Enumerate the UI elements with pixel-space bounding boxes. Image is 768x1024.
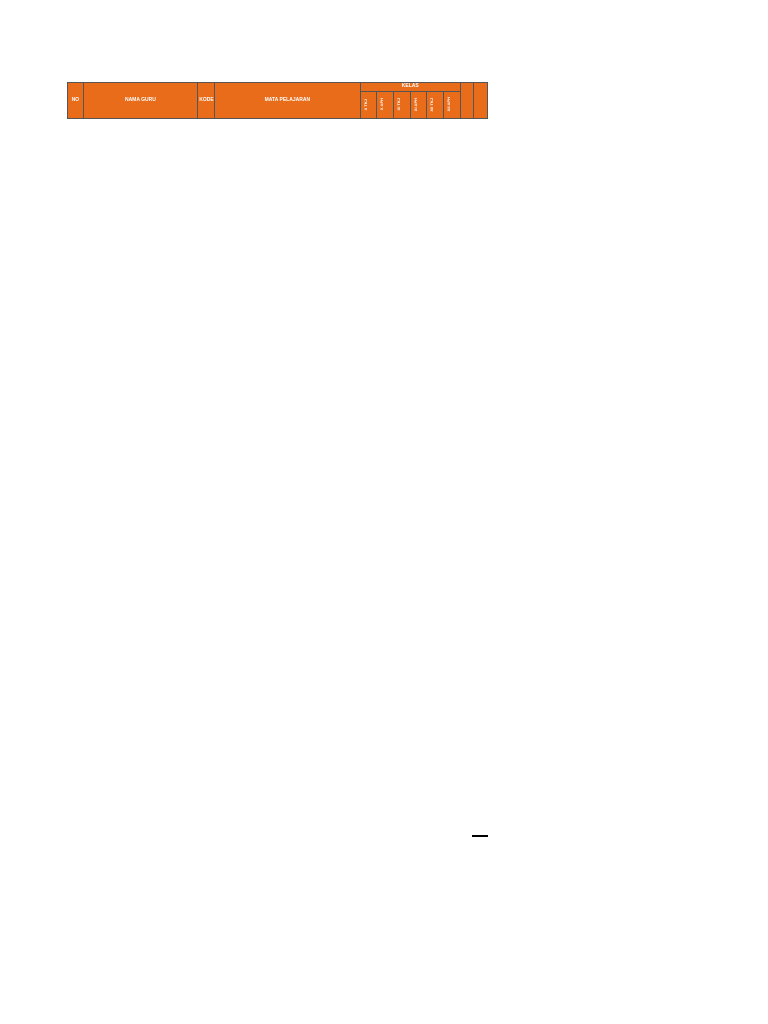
class-col-label: XI TKJ [396,98,402,111]
class-col-3 [410,91,427,118]
class-col-label: XII TKJ [429,97,435,112]
col-teacher: NAMA GURU [83,83,198,119]
class-col-0 [360,91,377,118]
col-no: NO [68,83,84,119]
left-header-row [68,83,488,92]
class-col-2 [394,91,411,118]
decorative-dash [472,835,488,837]
class-col-label: X TKJ [362,98,368,111]
class-col-label: XI APH [412,97,418,112]
col-subject: MATA PELAJARAN [214,83,360,119]
class-col-label: XII APH [446,97,452,112]
col-code: KODE [198,83,215,119]
class-col-label: X APH [379,98,385,111]
col-class-group: KELAS [360,83,460,92]
col-total [460,83,474,119]
col-hours [474,83,488,119]
class-col-5 [444,91,461,118]
class-col-4 [427,91,444,118]
teacher-subject-table [67,82,488,119]
class-col-1 [377,91,394,118]
